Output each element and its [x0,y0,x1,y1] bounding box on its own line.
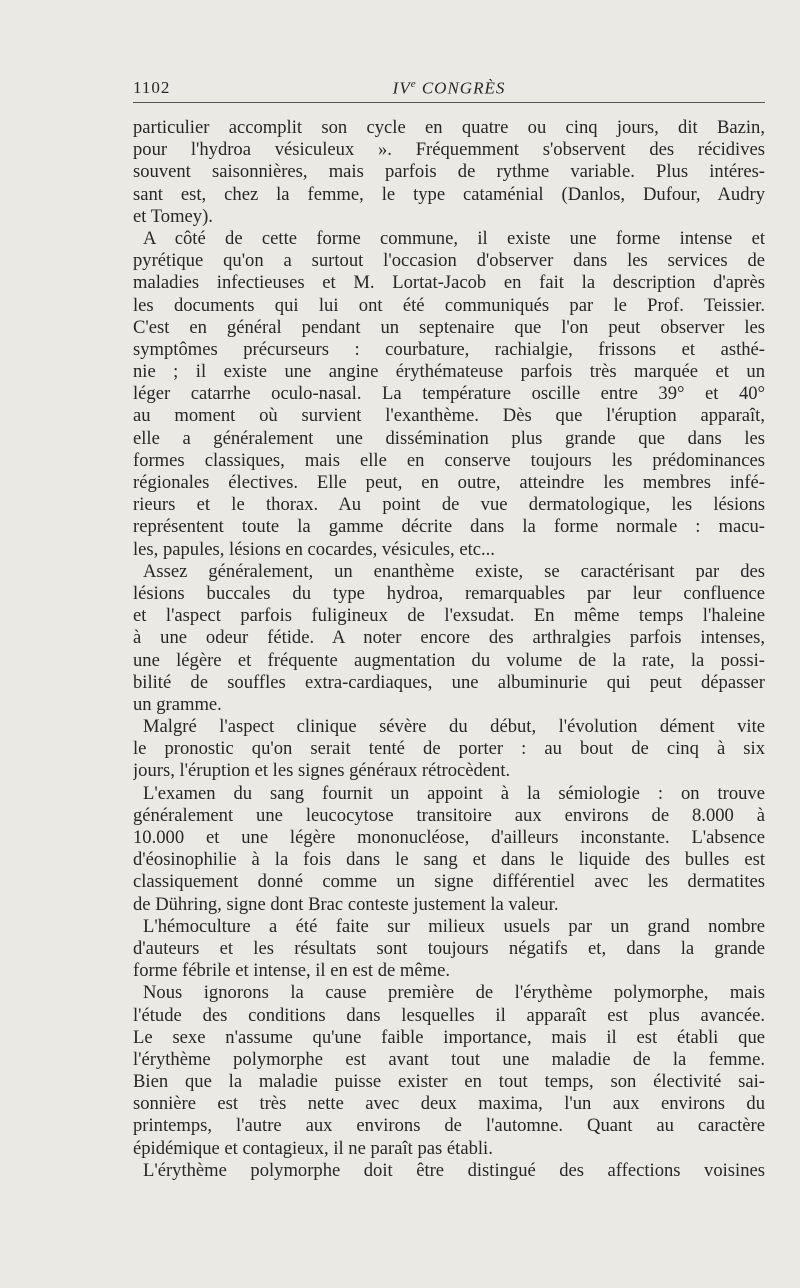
running-header [133,78,765,103]
text-line: symptômes précurseurs : courbature, rachialgie, frissons et asthé- [133,338,765,360]
text-line: classiquement donné comme un signe différentiel avec les dermatites [133,871,765,893]
text-line: les, papules, lésions en cocardes, vésicules, etc... [133,538,495,560]
text-line: 10.000 et une légère mononucléose, d'ailleurs inconstante. L'absence [133,827,765,848]
text-line: particulier accomplit son cycle en quatre ou cinq jours, dit Bazin, [133,117,765,138]
text-line: Bien que la maladie puisse exister en tout temps, son électivité sai- [133,1071,765,1093]
text-line: d'éosinophilie à la fois dans le sang et dans le liquide des bulles est [133,849,765,871]
text-line: le pronostic qu'on serait tenté de porter : au bout de cinq à six [133,738,765,760]
text-line: Assez généralement, un enanthème existe, se caractérisant par des [143,560,765,582]
running-title-text: CONGRÈS [416,78,506,98]
text-line: elle a généralement une dissémination plus grande que dans les [133,427,765,449]
text-line: régionales électives. Elle peut, en outre, atteindre les membres infé- [133,472,765,493]
text-line: un gramme. [133,693,222,715]
text-line: souvent saisonnières, mais parfois de rythme variable. Plus intéres- [133,161,765,183]
running-title [133,78,765,99]
text-line: nie ; il existe une angine érythémateuse parfois très marquée et un [133,361,765,383]
text-line: Malgré l'aspect clinique sévère du début, l'évolution dément vite [143,716,765,738]
text-line: de Dühring, signe dont Brac conteste justement la valeur. [133,893,559,915]
text-line: l'étude des conditions dans lesquelles il apparaît est plus avancée. [133,1004,765,1026]
body-text [133,117,765,1182]
text-line: représentent toute la gamme décrite dans la forme normale : macu- [133,516,765,538]
text-line: l'érythème polymorphe est avant tout une maladie de la femme. [133,1048,765,1070]
text-line: A côté de cette forme commune, il existe une forme intense et [143,227,765,249]
text-line: L'érythème polymorphe doit être distingué des affections voisines [143,1159,765,1181]
text-line: bilité de souffles extra-cardiaques, une albuminurie qui peut dépasser [133,671,765,693]
text-line: pour l'hydroa vésiculeux ». Fréquemment s'observent des récidives [133,139,765,161]
text-line: au moment où survient l'exanthème. Dès que l'éruption apparaît, [133,405,765,427]
text-line: sonnière est très nette avec deux maxima, l'un aux environs du [133,1093,765,1115]
page-number: 1102 [133,78,171,97]
text-line: formes classiques, mais elle en conserve toujours les prédominances [133,449,765,471]
running-title-roman: IV [392,78,411,98]
text-line: L'examen du sang fournit un appoint à la sémiologie : on trouve [143,782,765,804]
text-line: jours, l'éruption et les signes généraux rétrocèdent. [133,760,511,782]
text-line: d'auteurs et les résultats sont toujours négatifs et, dans la grande [133,937,765,959]
text-line: épidémique et contagieux, il ne paraît pas établi. [133,1137,493,1159]
text-line: et Tomey). [133,205,213,227]
text-line: C'est en général pendant un septenaire que l'on peut observer les [133,316,765,338]
text-line: les documents qui lui ont été communiqués par le Prof. Teissier. [133,294,765,316]
text-line: L'hémoculture a été faite sur milieux usuels par un grand nombre [143,915,765,937]
text-line: à une odeur fétide. A noter encore des arthralgies parfois intenses, [133,627,765,649]
text-line: généralement une leucocytose transitoire aux environs de 8.000 à [133,804,765,826]
text-line: Nous ignorons la cause première de l'érythème polymorphe, mais [143,982,765,1004]
text-line: Le sexe n'assume qu'une faible importance, mais il est établi que [133,1026,765,1048]
text-line: maladies infectieuses et M. Lortat-Jacob en fait la description d'après [133,272,765,294]
running-title-superscript: e [410,78,417,90]
text-line: forme fébrile et intense, il en est de même. [133,960,451,982]
text-line: léger catarrhe oculo-nasal. La température oscille entre 39° et 40° [133,383,765,405]
text-line: et l'aspect parfois fuligineux de l'exsudat. En même temps l'haleine [133,605,765,627]
text-line: lésions buccales du type hydroa, remarquables par leur confluence [133,582,765,604]
text-line: pyrétique qu'on a surtout l'occasion d'observer dans les services de [133,250,765,272]
text-line: rieurs et le thorax. Au point de vue dermatologique, les lésions [133,494,765,516]
text-line: une légère et fréquente augmentation du volume de la rate, la possi- [133,649,765,671]
text-line: sant est, chez la femme, le type cataménial (Danlos, Dufour, Audry [133,183,765,205]
text-line: printemps, l'autre aux environs de l'automne. Quant au caractère [133,1115,765,1137]
